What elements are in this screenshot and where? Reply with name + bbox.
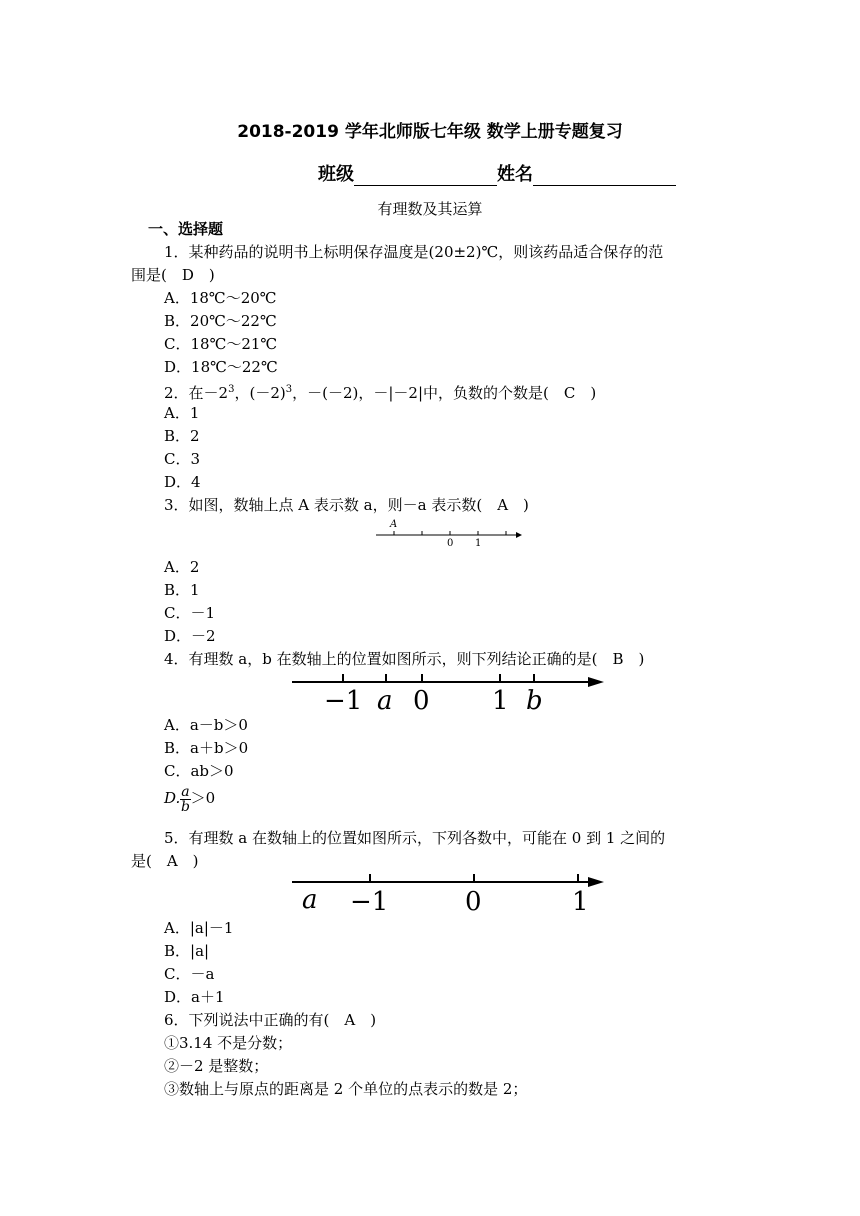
q4-option-a: A．a－b＞0: [164, 716, 248, 734]
q1-stem-line1: 1．某种药品的说明书上标明保存温度是(20±2)℃，则该药品适合保存的范: [164, 243, 664, 261]
subtitle: 有理数及其运算: [377, 200, 483, 218]
q5-option-c: C．－a: [164, 965, 215, 983]
section-heading: 一、选择题: [148, 220, 224, 238]
name-label: 姓名: [497, 164, 533, 185]
q2-stem: 2．在$-2^3$，$(-2)^3$，－(－2)，－|－2|中，负数的个数是( C ): [164, 384, 597, 402]
q3-tick-1: 1: [475, 538, 482, 549]
q5-label-a: a: [302, 885, 318, 915]
q6-item-3: ③数轴上与原点的距离是 2 个单位的点表示的数是 2；: [164, 1080, 528, 1098]
q4-fraction: $\frac{a}{b}$: [180, 783, 190, 815]
q1-stem-line2: 围是( D ): [131, 266, 215, 284]
q5-option-d: D．a＋1: [164, 988, 225, 1006]
q3-option-c: C．－1: [164, 604, 216, 622]
q5-option-a: A．|a|－1: [164, 919, 234, 937]
q2-option-c: C．3: [164, 450, 201, 468]
q5-option-b: B．|a|: [164, 942, 210, 960]
q1-option-a: A．18℃～20℃: [164, 289, 277, 307]
class-name-row: [318, 160, 676, 186]
q4-label-neg1: −1: [324, 686, 363, 716]
q3-tick-0: 0: [447, 538, 454, 549]
q5-label-0: 0: [465, 887, 482, 917]
q4-option-b: B．a＋b＞0: [164, 739, 249, 757]
q5-number-line: [288, 870, 608, 918]
page-title: 2018-2019 学年北师版七年级 数学上册专题复习: [237, 122, 623, 142]
q2-option-b: B．2: [164, 427, 200, 445]
name-blank[interactable]: [533, 167, 676, 186]
q3-option-d: D．－2: [164, 627, 216, 645]
q4-stem: 4．有理数 a，b 在数轴上的位置如图所示，则下列结论正确的是( B ): [164, 650, 645, 668]
q5-stem-line2: 是( A ): [131, 852, 199, 870]
q1-option-d: D．18℃～22℃: [164, 358, 278, 376]
q3-point-a-label: A: [390, 519, 398, 530]
q6-item-2: ②－2 是整数；: [164, 1057, 269, 1075]
q6-item-1: ①3.14 不是分数；: [164, 1034, 293, 1052]
q4-option-c: C．ab＞0: [164, 762, 234, 780]
q5-label-1: 1: [572, 887, 589, 917]
q2-option-d: D．4: [164, 473, 201, 491]
q4-label-a: a: [377, 686, 393, 716]
q3-stem: 3．如图，数轴上点 A 表示数 a，则－a 表示数( A ): [164, 496, 529, 514]
q2-option-a: A．1: [164, 404, 200, 422]
q4-label-0: 0: [413, 686, 430, 716]
q1-option-c: C．18℃～21℃: [164, 335, 278, 353]
q3-option-b: B．1: [164, 581, 200, 599]
q3-number-line: [370, 515, 530, 550]
q5-stem-line1: 5．有理数 a 在数轴上的位置如图所示，下列各数中，可能在 0 到 1 之间的: [164, 829, 666, 847]
q1-option-b: B．20℃～22℃: [164, 312, 277, 330]
q4-label-1: 1: [492, 686, 509, 716]
q4-option-d: D. $\frac{a}{b}$ ＞0: [164, 783, 216, 815]
class-blank[interactable]: [354, 167, 497, 186]
class-label: 班级: [318, 164, 354, 185]
q6-stem: 6．下列说法中正确的有( A ): [164, 1011, 377, 1029]
q3-option-a: A．2: [164, 558, 200, 576]
q5-label-neg1: −1: [350, 887, 389, 917]
q4-label-b: b: [526, 686, 543, 716]
q4-number-line: [288, 668, 608, 718]
